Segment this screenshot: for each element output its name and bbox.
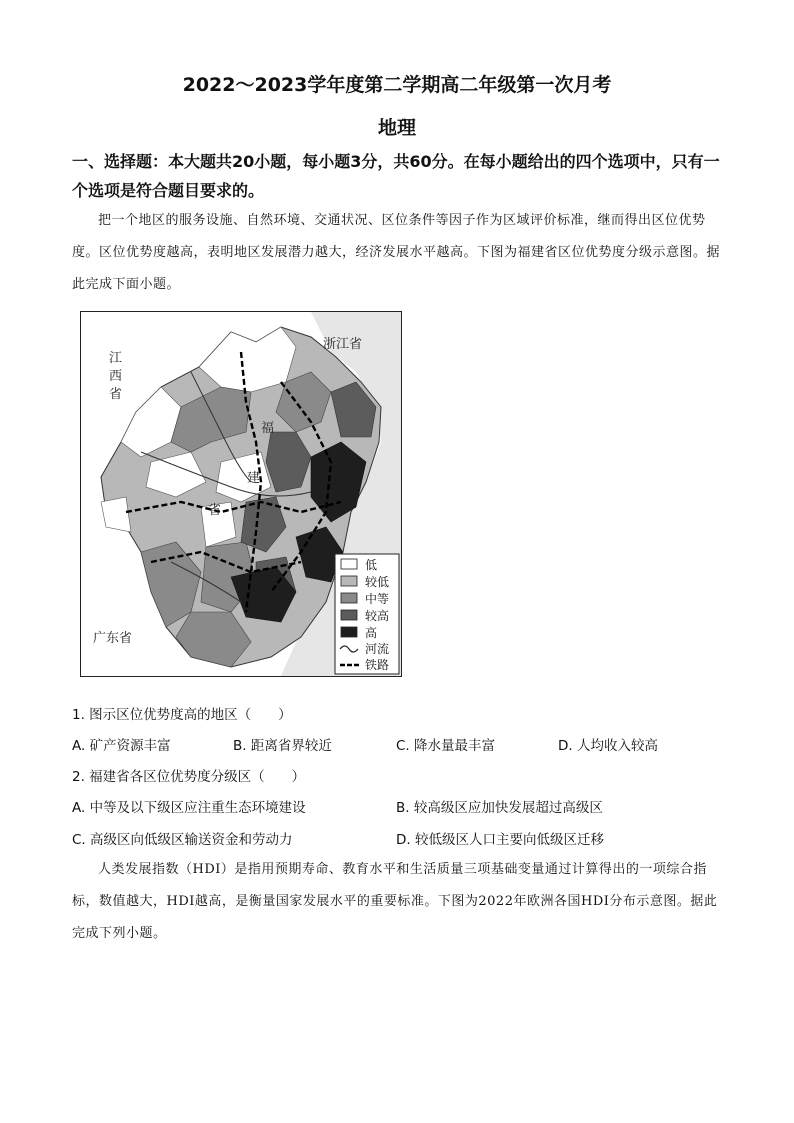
page-title: 2022～2023学年度第二学期高二年级第一次月考 xyxy=(182,74,612,96)
legend-label-high: 高 xyxy=(365,626,378,640)
legend-label-river: 河流 xyxy=(365,642,390,656)
legend-swatch-low xyxy=(341,559,357,569)
passage-1: 把一个地区的服务设施、自然环境、交通状况、区位条件等因子作为区域评价标准，继而得出区位优势度。区位优势度越高，表明地区发展潜力越大，经济发展水平越高。下图为福建省区位优势度分级示意图。据此完成下面小题。 xyxy=(72,213,721,292)
q2-option-c[interactable]: C. 高级区向低级区输送资金和劳动力 xyxy=(72,832,293,848)
map-canvas xyxy=(81,312,401,676)
q2-option-b[interactable]: B. 较高级区应加快发展超过高级区 xyxy=(396,800,603,816)
label-fujian-3: 省 xyxy=(208,503,222,518)
legend-label-railway: 铁路 xyxy=(365,658,390,672)
legend-swatch-lower xyxy=(341,576,357,586)
label-jiangxi-3: 省 xyxy=(109,387,123,402)
legend-swatch-medium xyxy=(341,593,357,603)
q2-option-d[interactable]: D. 较低级区人口主要向低级区迁移 xyxy=(396,832,604,848)
map-legend xyxy=(335,554,399,674)
legend-label-higher: 较高 xyxy=(365,609,390,623)
label-fujian-2: 建 xyxy=(247,471,261,486)
q1-option-c[interactable]: C. 降水量最丰富 xyxy=(396,738,496,754)
q2-option-a[interactable]: A. 中等及以下级区应注重生态环境建设 xyxy=(72,800,306,816)
subject-title: 地理 xyxy=(377,117,416,139)
q1-option-b[interactable]: B. 距离省界较近 xyxy=(233,738,332,754)
label-zhejiang: 浙江省 xyxy=(323,337,363,352)
section-heading: 一、选择题：本大题共20小题，每小题3分，共60分。在每小题给出的四个选项中，只有一个选项是符合题目要求的。 xyxy=(72,152,720,200)
passage-2: 人类发展指数（HDI）是指用预期寿命、教育水平和生活质量三项基础变量通过计算得出的一项综合指标，数值越大，HDI越高，是衡量国家发展水平的重要标准。下图为2022年欧洲各国HDI分布示意图。据此完成下列小题。 xyxy=(72,862,718,941)
q1-option-d[interactable]: D. 人均收入较高 xyxy=(558,738,658,754)
label-jiangxi-2: 西 xyxy=(109,369,123,384)
legend-label-low: 低 xyxy=(365,558,378,572)
fujian-location-map xyxy=(80,311,402,677)
legend-label-medium: 中等 xyxy=(365,592,390,606)
q1-option-a[interactable]: A. 矿产资源丰富 xyxy=(72,738,171,754)
label-jiangxi-1: 江 xyxy=(109,351,123,366)
label-guangdong: 广东省 xyxy=(93,631,133,646)
legend-label-lower: 较低 xyxy=(365,575,390,589)
question-2-stem: 2. 福建省各区位优势度分级区（ ） xyxy=(72,769,306,785)
label-fujian-1: 福 xyxy=(261,421,275,436)
legend-swatch-higher xyxy=(341,610,357,620)
legend-swatch-high xyxy=(341,627,357,637)
question-1-stem: 1. 图示区位优势度高的地区（ ） xyxy=(72,707,292,723)
